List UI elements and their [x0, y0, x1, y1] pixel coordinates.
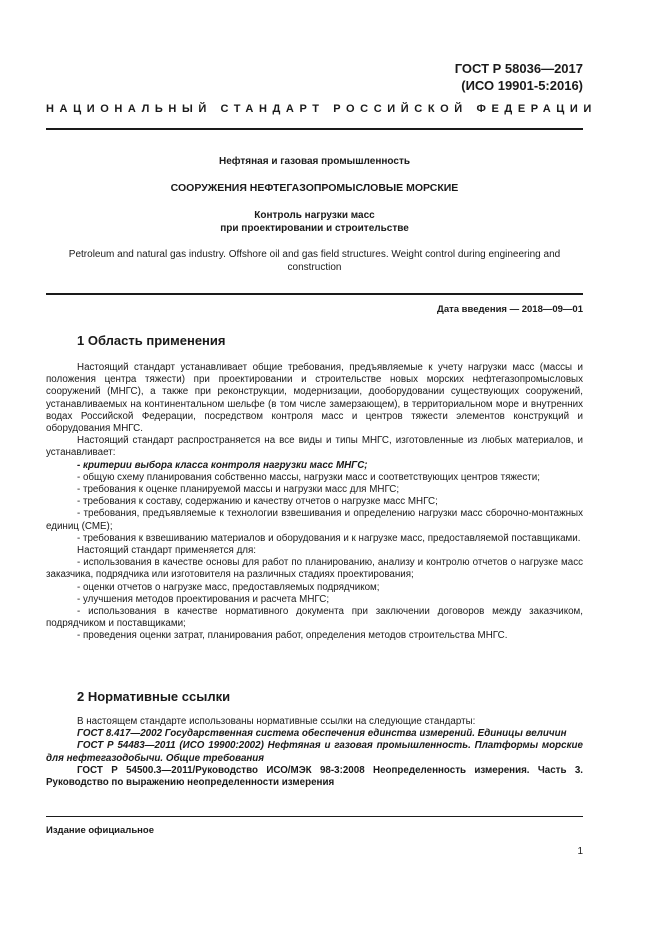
section1-list-item: - улучшения методов проектирования и расчета МНГС;	[77, 593, 330, 605]
title-english-line1: Petroleum and natural gas industry. Offshore oil and gas field structures. Weight control during engineering and	[68, 249, 561, 260]
title-subtitle-line1: Контроль нагрузки масс	[254, 210, 375, 221]
introduction-date: Дата введения — 2018—09—01	[437, 304, 583, 315]
title-english-line2: construction	[287, 262, 342, 273]
normative-reference: ГОСТ Р 54483—2011 (ИСО 19900:2002) Нефтяная и газовая промышленность. Платформы морские для нефтегазодобычи. Общие требования	[46, 740, 583, 764]
standard-code	[455, 60, 583, 94]
section1-body	[46, 362, 583, 643]
section1-list-item: - оценки отчетов о нагрузке масс, предоставляемых подрядчиком;	[77, 581, 380, 593]
title-subtitle	[46, 209, 583, 235]
footer-divider	[46, 816, 583, 817]
middle-divider	[46, 293, 583, 295]
section1-list-item: - проведения оценки затрат, планирования работ, определения методов строительства МНГС.	[77, 630, 508, 642]
section2-paragraph: В настоящем стандарте использованы нормативные ссылки на следующие стандарты:	[77, 716, 476, 727]
section1-paragraph: Настоящий стандарт применяется для:	[77, 545, 257, 557]
official-edition-label: Издание официальное	[46, 825, 154, 836]
section1-list-item: - требования к взвешиванию материалов и оборудования и к нагрузке масс, предоставляемой поставщиками.	[77, 532, 581, 544]
section1-paragraph: Настоящий стандарт распространяется на все виды и типы МНГС, изготовленные из любых материалов, и устанавливает:	[46, 435, 583, 459]
normative-reference: ГОСТ 8.417—2002 Государственная система обеспечения единства измерений. Единицы величин	[77, 728, 567, 740]
title-industry: Нефтяная и газовая промышленность	[219, 156, 410, 167]
section1-list-item: - критерии выбора класса контроля нагрузки масс МНГС;	[77, 459, 368, 471]
section2-heading: 2 Нормативные ссылки	[77, 689, 231, 704]
standard-code-line1: ГОСТ Р 58036—2017	[454, 61, 583, 76]
title-main: СООРУЖЕНИЯ НЕФТЕГАЗОПРОМЫСЛОВЫЕ МОРСКИЕ	[170, 182, 459, 194]
section1-list-item: - требования к оценке планируемой массы и нагрузки масс для МНГС;	[77, 484, 400, 496]
section1-list-item: - требования к составу, содержанию и качеству отчетов о нагрузке масс МНГС;	[77, 496, 438, 508]
title-subtitle-line2: при проектировании и строительстве	[220, 223, 409, 234]
title-english	[46, 248, 583, 274]
section1-list-item: - использования в качестве основы для работ по планированию, анализу и контролю отчетов о нагрузке масс заказчика, подрядчика или изготовителя на различных стадиях проектирования;	[46, 557, 583, 581]
standard-code-line2: (ИСО 19901-5:2016)	[461, 78, 583, 93]
section1-list-item: - общую схему планирования собственно массы, нагрузки масс и соответствующих центров тяжести;	[77, 471, 540, 483]
normative-reference: ГОСТ Р 54500.3—2011/Руководство ИСО/МЭК 98-3:2008 Неопределенность измерения. Часть 3. Руководство по выражению неопределенности измерения	[46, 764, 583, 789]
section1-list-item: - использования в качестве нормативного документа при заключении договоров между заказчиком, подрядчиком и поставщиками;	[46, 606, 583, 630]
section1-paragraph: Настоящий стандарт устанавливает общие требования, предъявляемые к учету нагрузки масс (массы и положения центра тяжести) при проектировании и строительстве новых морских нефтегазопромысловых сооружений (МНГС), а также при реконструкции, модернизации, дооборудовании существующих сооружений, устанавливаемых на континентальном шельфе (в том числе замерзающем), в территориальном море и внутренних водах Российской Федерации, посредством контроля масс и центров тяжести элементов конструкций и оборудования МНГС.	[46, 362, 583, 435]
section1-heading: 1 Область применения	[77, 333, 226, 348]
page-number: 1	[577, 846, 583, 857]
top-divider	[46, 128, 583, 130]
section2-body	[46, 716, 583, 789]
national-standard-banner: НАЦИОНАЛЬНЫЙ СТАНДАРТ РОССИЙСКОЙ ФЕДЕРАЦИИ	[46, 103, 597, 115]
section1-list-item: - требования, предъявляемые к технологии взвешивания и определению нагрузки масс сборочно-монтажных единиц (СМЕ);	[46, 508, 583, 532]
